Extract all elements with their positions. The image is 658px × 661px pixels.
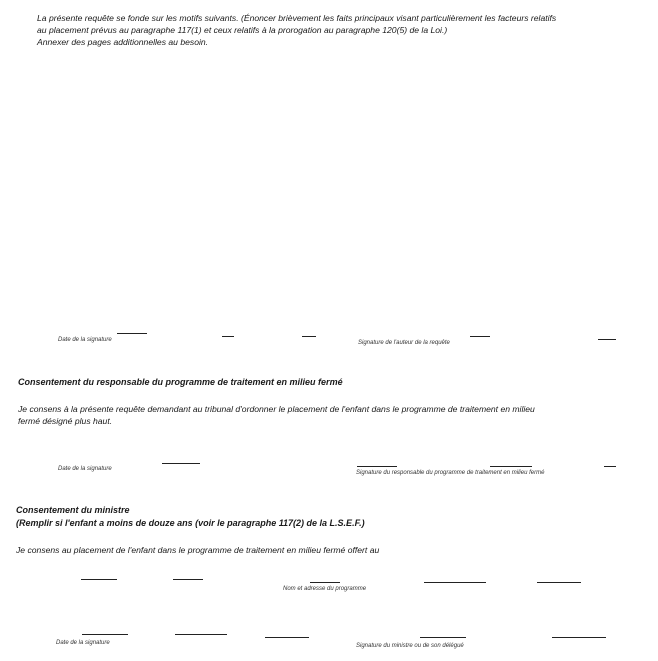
intro-line-1: La présente requête se fonde sur les motifs suivants. (Énoncer brièvement les faits principaux visant particulièrement les facteurs relatifs — [37, 13, 557, 23]
minister-signature-field[interactable] — [420, 637, 466, 638]
program-address-field-part[interactable] — [537, 582, 581, 583]
program-name-label: Nom et adresse du programme — [283, 586, 367, 592]
minister-date-field-part[interactable] — [265, 637, 309, 638]
program-consent-text-2: fermé désigné plus haut. — [18, 416, 113, 426]
program-address-field[interactable] — [424, 582, 486, 583]
minister-signature-field-part[interactable] — [552, 637, 606, 638]
program-name-field-part[interactable] — [310, 582, 340, 583]
program-consent-text-1: Je consens à la présente requête demandant au tribunal d'ordonner le placement de l'enfant dans le programme de traitement en milieu — [18, 404, 535, 414]
applicant-date-field-part[interactable] — [302, 336, 316, 337]
minister-consent-text: Je consens au placement de l'enfant dans le programme de traitement en milieu fermé offert au — [16, 545, 380, 555]
applicant-date-label: Date de la signature — [58, 337, 112, 343]
applicant-signature-field-part[interactable] — [598, 339, 616, 340]
program-consent-heading: Consentement du responsable du programme de traitement en milieu fermé — [18, 377, 343, 387]
program-name-field[interactable] — [81, 579, 117, 580]
applicant-signature-label: Signature de l'auteur de la requête — [358, 340, 450, 346]
intro-line-3: Annexer des pages additionnelles au besoin. — [37, 37, 209, 47]
program-signature-label: Signature du responsable du programme de traitement en milieu fermé — [356, 470, 545, 476]
applicant-date-field[interactable] — [117, 333, 147, 334]
applicant-date-field-part[interactable] — [222, 336, 234, 337]
minister-consent-subheading: (Remplir si l'enfant a moins de douze ans (voir le paragraphe 117(2) de la L.S.E.F.) — [16, 518, 365, 528]
program-name-field-part[interactable] — [173, 579, 203, 580]
intro-line-2: au placement prévus au paragraphe 117(1) et ceux relatifs à la prorogation au paragraphe 120(5) de la Loi.) — [37, 25, 448, 35]
minister-date-field-part[interactable] — [175, 634, 227, 635]
minister-signature-label: Signature du ministre ou de son délégué — [356, 643, 464, 649]
program-signature-field-part[interactable] — [490, 466, 532, 467]
program-signature-field[interactable] — [357, 466, 397, 467]
program-signature-field-part[interactable] — [604, 466, 616, 467]
program-date-label: Date de la signature — [58, 466, 112, 472]
minister-date-label: Date de la signature — [56, 640, 110, 646]
program-date-field[interactable] — [162, 463, 200, 464]
minister-date-field[interactable] — [82, 634, 128, 635]
applicant-signature-field[interactable] — [470, 336, 490, 337]
minister-consent-heading: Consentement du ministre — [16, 505, 130, 515]
